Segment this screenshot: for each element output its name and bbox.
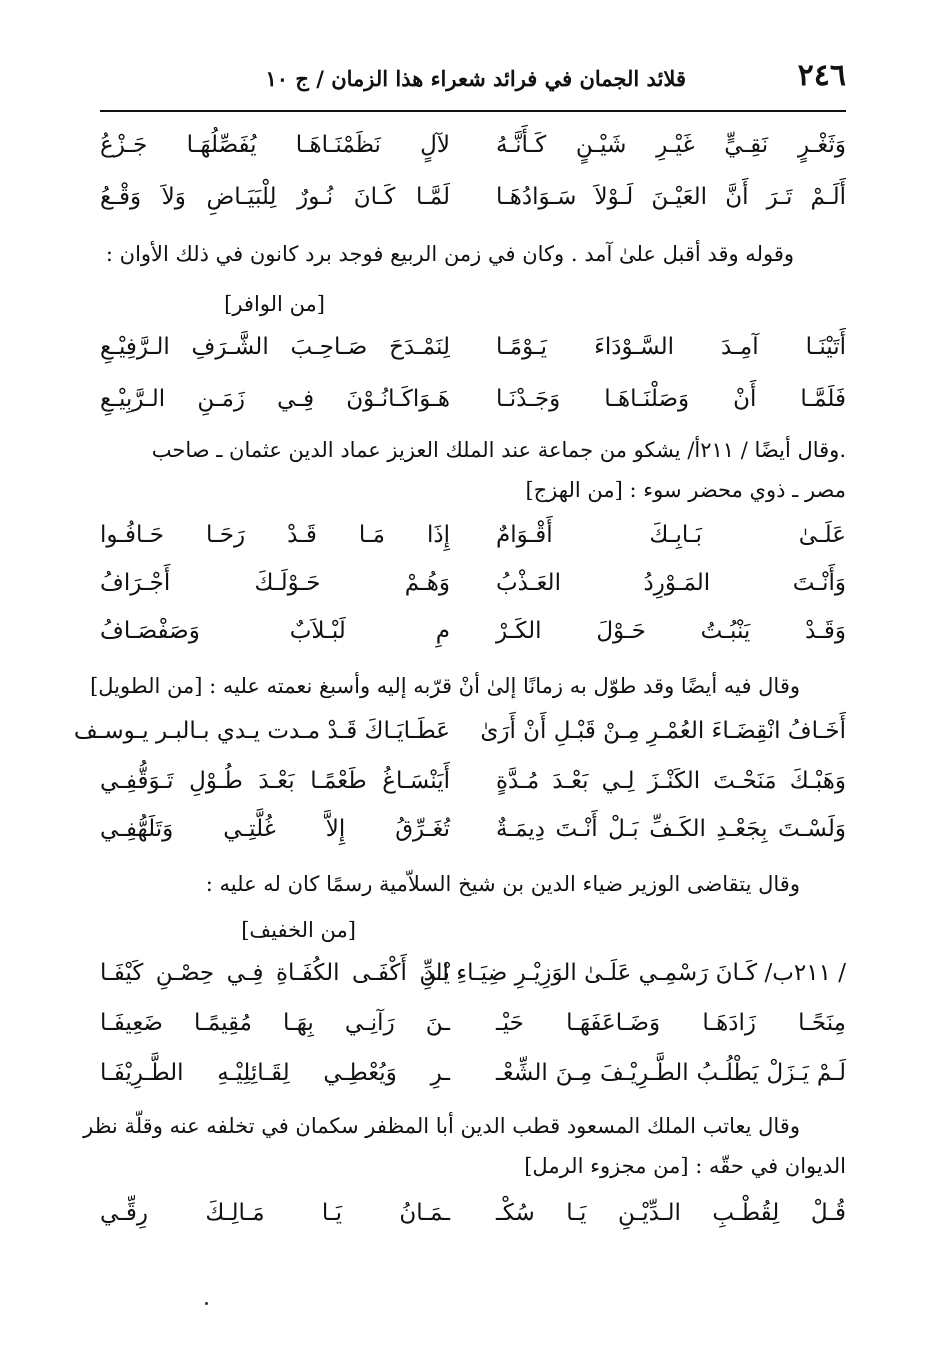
- first-hemistich: فَلَمَّـا أَنْ وَصَلْنَـاهَـا وَجَـدْنَـا: [496, 386, 846, 412]
- second-hemistich: هَـوَاكَـانُـوْنَ فِـي زَمَـنِ الـرَّبِيْـعِ: [100, 386, 450, 412]
- second-hemistich: عَطَـايَـاكَ قَـدْ مـدت يـدي بـالبـر يـوسـف: [73, 718, 450, 744]
- verse-line: [100, 1010, 846, 1054]
- prose-paragraph: وقال يعاتب الملك المسعود قطب الدين أبا المظفر سكمان في تخلفه عنه وقلّة نظر: [83, 1114, 800, 1138]
- second-hemistich: ـنَ رَآنِـي بِهَـا مُقِيمًـا ضَعِيفَـا: [100, 1010, 450, 1036]
- first-hemistich: أَخَـافُ انْقِضَـاءَ العُمْـرِ مِـنْ قَبْـلِ أَنْ أَرَىٰ: [480, 718, 846, 744]
- first-hemistich: وَهَبْـكَ مَنَحْـتَ الكَنْـزَ لِـي بَعْـدَ مُـدَّةٍ: [496, 768, 846, 794]
- first-hemistich: / ٢١١ب/ كَـانَ رَسْمِـي عَلَـىٰ الوَزِيْـرِ ضِيَـاءِ الدِّ: [423, 960, 846, 986]
- prose-paragraph: وقال يتقاضى الوزير ضياء الدين بن شيخ السلاّمية رسمًا كان له عليه :: [205, 872, 800, 896]
- first-hemistich: مِنَحًـا زَادَهَـا وَضَـاعَفَهَـا حَيْـ: [496, 1010, 846, 1036]
- first-hemistich: عَلَـىٰ بَـابِـكَ أَقْـوَامٌ: [496, 522, 846, 548]
- second-hemistich: لآلٍ نَظَمْنَـاهَـا يُفَصِّلُهَـا جَـزْعُ: [100, 132, 450, 158]
- verse-line: [100, 618, 846, 662]
- meter-label: [من الخفيف]: [241, 918, 356, 942]
- verse-line: [100, 132, 846, 176]
- prose-paragraph: وقوله وقد أقبل علىٰ آمد . وكان في زمن الربيع فوجد برد كانون في ذلك الأوان :: [105, 242, 794, 266]
- prose-paragraph: .وقال أيضًا / ٢١١أ/ يشكو من جماعة عند الملك العزيز عماد الدين عثمان ـ صاحب: [151, 438, 846, 462]
- meter-label: [من مجزوء الرمل]: [524, 1154, 689, 1178]
- meter-label: [من الهزج]: [525, 478, 623, 502]
- verse-line: [100, 522, 846, 566]
- verse-line: [73, 718, 846, 762]
- first-hemistich: وَثَغْـرٍ نَقِـيٍّ غَيْـرِ شَيْـنٍ كَـأَنَّـهُ: [496, 132, 846, 158]
- second-hemistich: وَهُـمْ حَـوْلَـكَ أَجْـرَافُ: [100, 570, 450, 596]
- second-hemistich: لِنَمْـدَحَ صَـاحِـبَ الشَّـرَفِ الـرَّفِيْـعِ: [100, 334, 450, 360]
- first-hemistich: أَلَـمْ تَـرَ أَنَّ العَيْـنَ لَـوْلاَ سَـوَادُهَـا: [496, 184, 846, 210]
- verse-line: [100, 1200, 846, 1244]
- verse-line: [100, 960, 846, 1004]
- verse-line: [100, 816, 846, 860]
- prose-text: وقال فيه أيضًا وقد طوّل به زمانًا إلىٰ أنْ قرّبه إليه وأسبغ نعمته عليه :: [209, 674, 800, 698]
- verse-line: [100, 1060, 846, 1104]
- second-hemistich: ـمَـانُ يَـا مَـالِـكَ رِقِّـي: [100, 1200, 450, 1226]
- first-hemistich: وَأَنْـتَ المَـوْرِدُ العَـذْبُ: [496, 570, 846, 596]
- prose-paragraph-continued: [100, 478, 846, 502]
- meter-label: [من الوافر]: [224, 292, 325, 316]
- first-hemistich: وَلَسْـتَ بِجَعْـدِ الكَـفِّ بَـلْ أَنْـتَ دِيمَـةٌ: [496, 816, 846, 842]
- first-hemistich: وَقَـدْ يَنْبُـتُ حَـوْلَ الكَـرْ: [496, 618, 846, 644]
- second-hemistich: لَمَّـا كَـانَ نُـورٌ لِلْبَيَـاضِ وَلاَ وَقْـعُ: [100, 184, 450, 210]
- prose-text: الديوان في حقّه :: [695, 1154, 846, 1178]
- first-hemistich: قُـلْ لِقُطْـبِ الـدِّيْـنِ يَـا سُكْـ: [496, 1200, 846, 1226]
- verse-line: [100, 570, 846, 614]
- second-hemistich: إِذَا مَـا قَـدْ رَحَـا حَـافُـوا: [100, 522, 450, 548]
- first-hemistich: أَتَيْنَـا آمِـدَ السَّـوْدَاءَ يَـوْمًـا: [496, 334, 846, 360]
- first-hemistich: لَـمْ يَـزَلْ يَطْلُـبُ الطَّـرِيْـفَ مِـنَ الشِّعْـ: [496, 1060, 846, 1086]
- page-speck: [205, 1302, 208, 1305]
- running-title: قلائد الجمان في فرائد شعراء هذا الزمان / ج ١٠: [265, 66, 686, 91]
- second-hemistich: ـرِ وَيُعْطِـي لِقَـائِلِيْـهِ الطَّـرِيْفَـا: [100, 1060, 450, 1086]
- verse-line: [100, 184, 846, 228]
- second-hemistich: يْـنِ أَكْفَـى الكُفَـاةِ فِـي حِصْـنِ كَيْفَـا: [100, 960, 450, 986]
- prose-paragraph-continued: [100, 1154, 846, 1178]
- meter-label: [من الطويل]: [90, 674, 203, 698]
- prose-paragraph: [90, 674, 846, 698]
- second-hemistich: أَيَنْسَـاغُ طَعْمًـا بَعْـدَ طُـوْلِ تَـوَقُّفِـي: [100, 768, 450, 794]
- page-header: [100, 58, 846, 104]
- verse-line: [100, 386, 846, 430]
- page-number: ٢٤٦: [797, 58, 846, 93]
- second-hemistich: تُغَـرِّقُ إِلاَّ غُلَّتِـي وَتَلَهُّفِـي: [100, 816, 450, 842]
- second-hemistich: مِ لَبْـلاَبٌ وَصَفْصَـافُ: [100, 618, 450, 644]
- prose-text: مصر ـ ذوي محضر سوء :: [629, 478, 846, 502]
- verse-line: [100, 334, 846, 378]
- header-rule: [100, 110, 846, 112]
- verse-line: [100, 768, 846, 812]
